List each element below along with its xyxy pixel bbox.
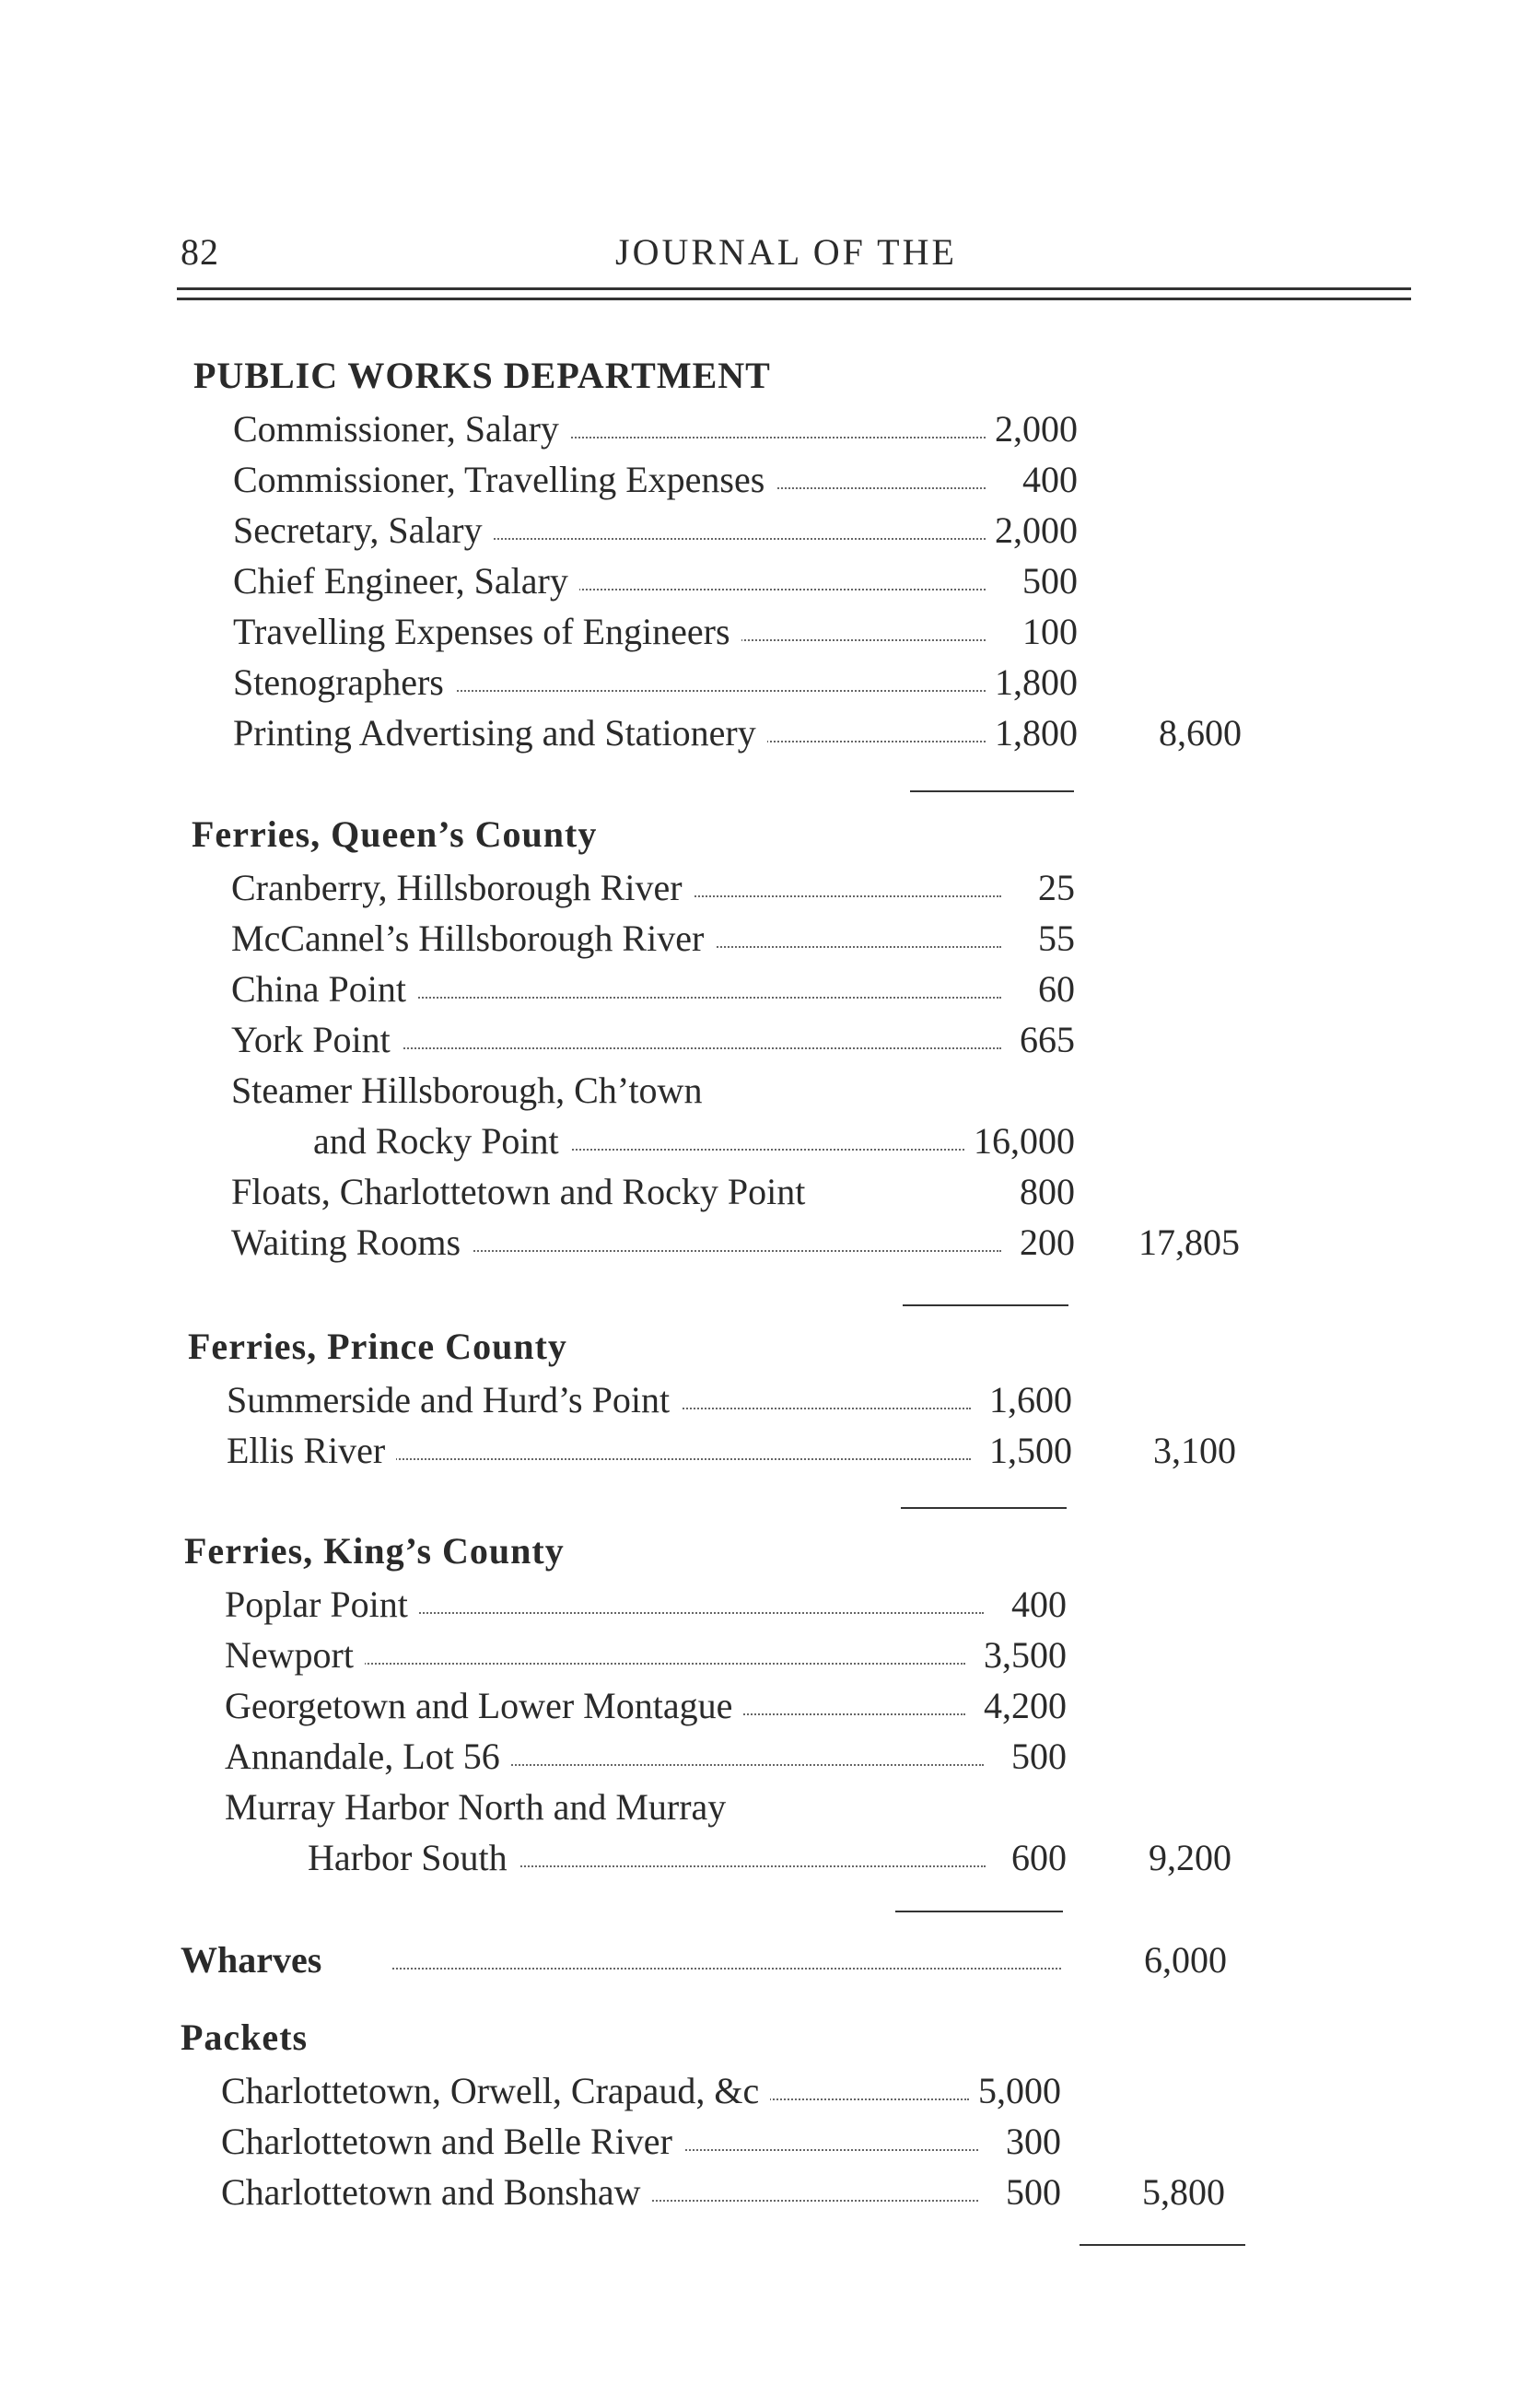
list-item [227,1374,1072,1425]
item-label: Summerside and Hurd’s Point [227,1374,681,1425]
item-label: Cranberry, Hillsborough River [231,862,694,913]
item-amount: 1,500 [980,1425,1072,1476]
item-total: 3,100 [1153,1430,1236,1471]
list-item [221,2065,1061,2116]
item-amount: 2,000 [986,505,1078,555]
page-number: 82 [181,231,219,273]
item-total: 17,805 [1138,1222,1240,1263]
item-amount: 800 [1010,1166,1075,1217]
section-title: PUBLIC WORKS DEPARTMENT [193,355,771,396]
section-title: Ferries, Prince County [188,1326,567,1367]
list-item [233,505,1078,555]
item-amount: 500 [997,2167,1061,2217]
item-label: Charlottetown, Orwell, Crapaud, &c [221,2065,770,2116]
section-title: Ferries, Queen’s County [192,813,598,855]
item-amount: 55 [1029,913,1075,964]
item-amount: 300 [997,2116,1061,2167]
item-amount: 600 [1002,1832,1067,1883]
section-title: Packets [181,2016,309,2058]
list-item [233,555,1078,606]
header-double-rule [177,287,1411,300]
item-amount: 5,000 [969,2065,1061,2116]
page-header [0,0,1529,313]
item-label: Newport [225,1630,365,1680]
subtotal-rule [903,1304,1068,1306]
list-item [225,1680,1067,1731]
list-item [231,1014,1075,1065]
list-item [225,1630,1067,1680]
list-item [221,2116,1061,2167]
item-label: Ellis River [227,1425,396,1476]
item-amount: 4,200 [975,1680,1067,1731]
list-item [227,1425,1236,1476]
item-amount: 200 [1010,1217,1075,1268]
item-label: Steamer Hillsborough, Ch’town [231,1070,703,1111]
list-item [231,1166,1075,1217]
item-amount: 16,000 [964,1116,1075,1166]
list-item [231,964,1075,1014]
item-label: Charlottetown and Bonshaw [221,2167,652,2217]
item-amount: 400 [1013,454,1078,505]
running-title: JOURNAL OF THE [615,231,957,273]
item-label-continued: and Rocky Point [313,1116,570,1166]
list-item [233,606,1078,657]
item-amount: 100 [1013,606,1078,657]
item-label: Travelling Expenses of Engineers [233,606,741,657]
item-total: 9,200 [1149,1837,1231,1878]
item-amount: 2,000 [986,403,1078,454]
item-amount: 665 [1010,1014,1075,1065]
list-item [233,403,1078,454]
section-title: Wharves [181,1935,333,1985]
item-label: York Point [231,1014,402,1065]
list-item [221,2167,1225,2217]
subtotal-rule [895,1911,1063,1912]
item-amount: 1,600 [980,1374,1072,1425]
section-title: Ferries, King’s County [184,1530,565,1572]
item-label: Waiting Rooms [231,1217,472,1268]
list-item [233,707,1242,758]
item-label: Chief Engineer, Salary [233,555,579,606]
item-total: 5,800 [1142,2171,1225,2213]
subtotal-rule [901,1507,1067,1509]
item-label: Printing Advertising and Stationery [233,707,767,758]
item-label: China Point [231,964,417,1014]
list-item [308,1832,1231,1883]
item-total: 8,600 [1159,712,1242,754]
list-item [231,1217,1240,1268]
list-item [233,657,1078,707]
item-label: Murray Harbor North and Murray [225,1786,727,1828]
list-item [231,913,1075,964]
list-item [231,862,1075,913]
item-amount: 500 [1002,1731,1067,1782]
list-item [225,1731,1067,1782]
item-label: Georgetown and Lower Montague [225,1680,743,1731]
item-label: Annandale, Lot 56 [225,1731,511,1782]
item-amount: 3,500 [975,1630,1067,1680]
subtotal-rule [910,790,1074,792]
item-amount: 1,800 [986,707,1078,758]
list-item [225,1579,1067,1630]
list-item [313,1116,1075,1166]
item-amount: 1,800 [986,657,1078,707]
item-label: Commissioner, Salary [233,403,570,454]
item-amount: 25 [1029,862,1075,913]
list-item [181,1935,1227,1985]
item-amount: 60 [1029,964,1075,1014]
item-label: Secretary, Salary [233,505,494,555]
item-label: Commissioner, Travelling Expenses [233,454,776,505]
item-total: 6,000 [1144,1939,1227,1981]
item-label: Stenographers [233,657,455,707]
item-label: McCannel’s Hillsborough River [231,913,715,964]
item-label: Poplar Point [225,1579,419,1630]
list-item [233,454,1078,505]
item-label-continued: Harbor South [308,1832,519,1883]
total-rule [1080,2244,1245,2246]
item-amount: 500 [1013,555,1078,606]
item-label: Charlottetown and Belle River [221,2116,683,2167]
dot-leader [392,1968,1061,1970]
item-label: Floats, Charlottetown and Rocky Point [231,1166,816,1217]
item-amount: 400 [1002,1579,1067,1630]
